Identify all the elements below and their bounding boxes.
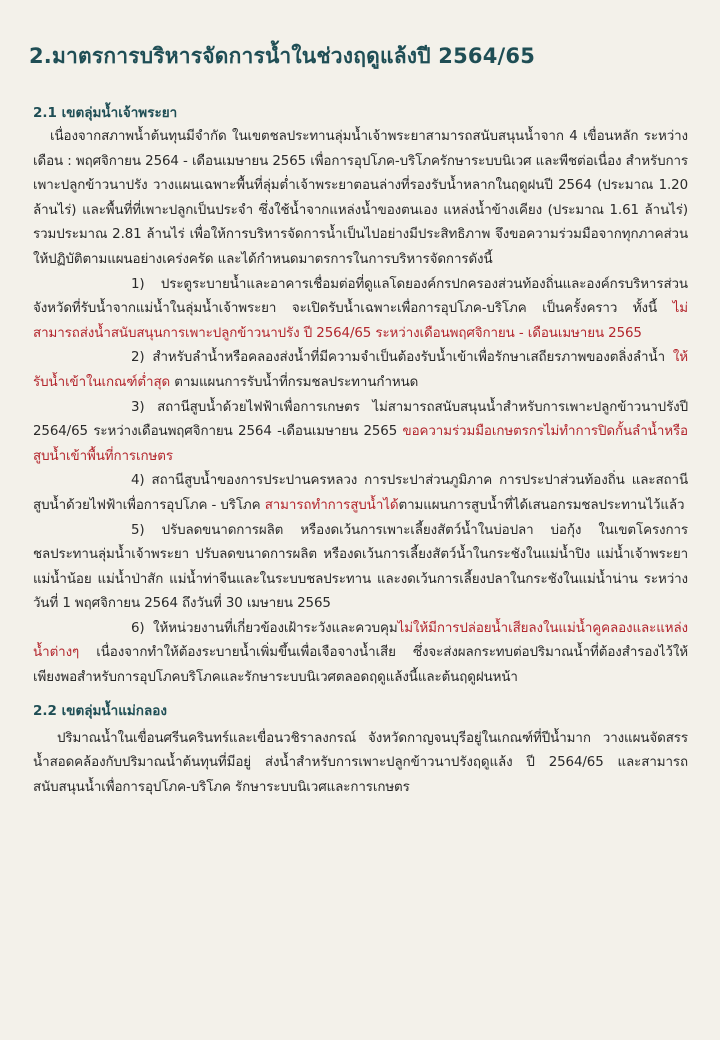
section-intro-paragraph: เนื่องจากสภาพน้ำต้นทุนมีจำกัด ในเขตชลประทานลุ่มน้ำเจ้าพระยาสามารถสนับสนุนน้ำจาก 4 เขื่อนหลัก ระหว่างเดือน : พฤศจิกายน 2564 - เดือนเมษายน 2565 เพื่อการอุปโภค-บริโภครักษาระบบนิเวศ และพืชต่อเนื่อง สำหรับการเพาะปลูกข้าวนาปรัง วางแผนเฉพาะพื้นที่ลุ่มต่ำเจ้าพระยาตอนล่างที่รองรับน้ำหลากในฤดูฝนปี 2564 (ประมาณ 1.20 ล้านไร่) และพื้นที่ที่เพาะปลูกเป็นประจำ ซึ่งใช้น้ำจากแหล่งน้ำของตนเอง แหล่งน้ำข้างเคียง (ประมาณ 1.61 ล้านไร่) รวมประมาณ 2.81 ล้านไร่ เพื่อให้การบริหารจัดการน้ำเป็นไปอย่างมีประสิทธิภาพ จึงขอความร่วมมือจากทุกภาคส่วน ให้ปฏิบัติตามแผนอย่างเคร่งครัด และได้กำหนดมาตรการในการบริหารจัดการดังนี้ [33,129,688,267]
measure-text: 2) สำหรับลำน้ำหรือคลองส่งน้ำที่มีความจำเป็นต้องรับน้ำเข้าเพื่อรักษาเสถียรภาพของตลิ่งลำน้ำ [131,350,673,366]
measure-item-5 [33,519,688,617]
measure-text: 5) ปรับลดขนาดการผลิต หรืองดเว้นการเพาะเลี้ยงสัตว์น้ำในบ่อปลา บ่อกุ้ง ในเขตโครงการชลประทานลุ่มน้ำเจ้าพระยา ปรับลดขนาดการผลิต หรืองดเว้นการเลี้ยงสัตว์น้ำในกระชังในแม่น้ำปิง แม่น้ำเจ้าพระยา แม่น้ำน้อย แม่น้ำป่าสัก แม่น้ำท่าจีนและในระบบชลประทาน และงดเว้นการเลี้ยงปลาในกระชังในแม่น้ำน่าน ระหว่างวันที่ 1 พฤศจิกายน 2564 ถึงวันที่ 30 เมษายน 2565 [33,522,688,612]
section-heading-chao-phraya: 2.1 เขตลุ่มน้ำเจ้าพระยา [33,105,178,121]
measure-text: 4) สถานีสูบน้ำของการประปานครหลวง การประปาส่วนภูมิภาค การประปาส่วนท้องถิ่น และสถานีสูบน้ำด้วยไฟฟ้าเพื่อการอุปโภค - บริโภค [33,473,688,513]
measure-highlight: ให้รับน้ำเข้าในเกณฑ์ต่ำสุด [33,350,688,390]
measure-item-1 [33,273,688,347]
measure-highlight: ไม่ให้มีการปล่อยน้ำเสียลงในแม่น้ำคูคลองและแหล่งน้ำต่างๆ [33,620,688,661]
measure-text: 6) ให้หน่วยงานที่เกี่ยวข้องเฝ้าระวังและควบคุม [131,620,398,636]
measure-item-3 [33,396,688,470]
measure-item-6 [33,617,688,691]
measure-highlight: สามารถทำการสูบน้ำได้ [264,497,399,513]
measure-text-tail: ตามแผนการสูบน้ำที่ได้เสนอกรมชลประทานไว้แล้ว [398,497,685,513]
measure-item-2 [33,346,688,395]
section-heading-mae-klong: 2.2 เขตลุ่มน้ำแม่กลอง [33,702,167,719]
measure-highlight: ไม่สามารถส่งน้ำสนับสนุนการเพาะปลูกข้าวนาปรัง ปี 2564/65 ระหว่างเดือนพฤศจิกายน - เดือนเมษายน 2565 [33,301,688,341]
measure-highlight: ขอความร่วมมือเกษตรกรไม่ทำการปิดกั้นลำน้ำหรือสูบน้ำเข้าพื้นที่การเกษตร [33,424,688,464]
measure-text-tail: เนื่องจากทำให้ต้องระบายน้ำเพิ่มขึ้นเพื่อเจือจางน้ำเสีย ซึ่งจะส่งผลกระทบต่อปริมาณน้ำที่ต้องสำรองไว้ให้เพียงพอสำหรับการอุปโภคบริโภคและรักษาระบบนิเวศตลอดฤดูแล้งนี้และต้นฤดูฝนหน้า [33,645,688,686]
measure-item-4 [33,469,688,518]
measure-text-tail: ตามแผนการรับน้ำที่กรมชลประทานกำหนด [170,374,419,390]
section-body-paragraph: ปริมาณน้ำในเขื่อนศรีนครินทร์และเขื่อนวชิราลงกรณ์ จังหวัดกาญจนบุรีอยู่ในเกณฑ์ที่ปีน้ำมาก วางแผนจัดสรรน้ำสอดคล้องกับปริมาณน้ำต้นทุนที่มีอยู่ ส่งน้ำสำหรับการเพาะปลูกข้าวนาปรังฤดูแล้ง ปี 2564/65 และสามารถสนับสนุนน้ำเพื่อการอุปโภค-บริโภค รักษาระบบนิเวศและการเกษตร [33,730,688,795]
measure-text: 1) ประตูระบายน้ำและอาคารเชื่อมต่อที่ดูแลโดยองค์กรปกครองส่วนท้องถิ่นและองค์กรบริหารส่วนจังหวัดที่รับน้ำจากแม่น้ำในลุ่มน้ำเจ้าพระยา จะเปิดรับน้ำเฉพาะเพื่อการอุปโภค-บริโภค เป็นครั้งคราว ทั้งนี้ [33,276,688,317]
measure-text: 3) สถานีสูบน้ำด้วยไฟฟ้าเพื่อการเกษตร ไม่สามารถสนับสนุนน้ำสำหรับการเพาะปลูกข้าวนาปรังปี 2564/65 ระหว่างเดือนพฤศจิกายน 2564 -เดือนเมษายน 2565 [33,399,688,440]
page-title: 2.มาตรการบริหารจัดการน้ำในช่วงฤดูแล้งปี 2564/65 [29,44,536,68]
